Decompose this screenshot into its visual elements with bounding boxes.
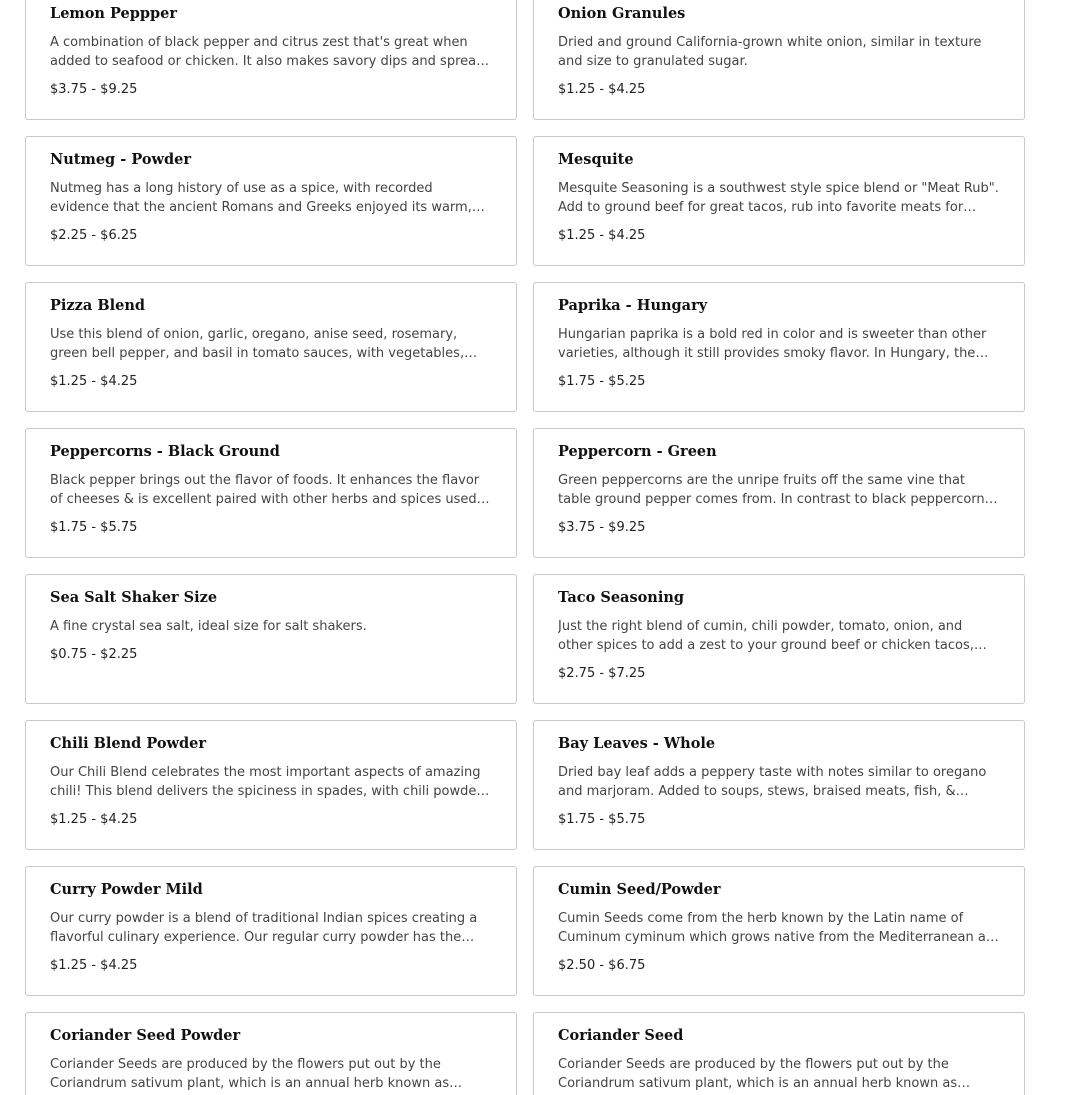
- product-title[interactable]: Chili Blend Powder: [50, 735, 207, 752]
- product-card-lemon-peppper[interactable]: [25, 0, 517, 120]
- product-card-curry-powder-mild[interactable]: [25, 866, 517, 996]
- product-card-chili-blend-powder[interactable]: [25, 720, 517, 850]
- product-price: $3.75 - $9.25: [558, 520, 646, 535]
- product-card-taco-seasoning[interactable]: [533, 574, 1025, 704]
- product-price: $1.25 - $4.25: [50, 374, 138, 389]
- product-title[interactable]: Taco Seasoning: [558, 589, 685, 606]
- product-card-sea-salt-shaker-size[interactable]: [25, 574, 517, 704]
- product-description: A combination of black pepper and citrus zest that's great when added to seafood or chicken. It also makes savory dips and spreads: [50, 35, 492, 69]
- product-card-bay-leaves-whole[interactable]: [533, 720, 1025, 850]
- product-price: $2.25 - $6.25: [50, 228, 138, 243]
- product-title[interactable]: Pizza Blend: [50, 297, 145, 314]
- product-title[interactable]: Onion Granules: [558, 5, 686, 22]
- product-description: Coriander Seeds are produced by the flowers put out by the Coriandrum sativum plant, which is an annual herb known as: [50, 1057, 450, 1091]
- product-price: $1.75 - $5.25: [558, 374, 646, 389]
- product-price: $1.25 - $4.25: [558, 82, 646, 97]
- product-card-coriander-seed-powder[interactable]: [25, 1012, 517, 1095]
- product-card-coriander-seed[interactable]: [533, 1012, 1025, 1095]
- product-price: $1.75 - $5.75: [558, 812, 646, 827]
- product-description: Mesquite Seasoning is a southwest style spice blend or "Meat Rub". Add to ground beef for great tacos, rub into favorite meats for: [558, 181, 999, 215]
- product-description: Just the right blend of cumin, chili powder, tomato, onion, and other spices to add a zest to your ground beef or chicken tacos,: [558, 619, 974, 653]
- product-title[interactable]: Curry Powder Mild: [50, 881, 203, 898]
- product-title[interactable]: Sea Salt Shaker Size: [50, 589, 218, 606]
- product-card-onion-granules[interactable]: [533, 0, 1025, 120]
- product-description: Use this blend of onion, garlic, oregano, anise seed, rosemary, green bell pepper, and basil in tomato sauces, with vegetables,: [50, 327, 465, 361]
- product-description: Dried and ground California-grown white onion, similar in texture and size to granulated sugar.: [558, 35, 982, 69]
- product-title[interactable]: Bay Leaves - Whole: [558, 735, 716, 752]
- product-description: Our curry powder is a blend of traditional Indian spices creating a flavorful culinary experience. Our regular curry powder has the: [50, 911, 478, 945]
- product-title[interactable]: Peppercorns - Black Ground: [50, 443, 280, 460]
- product-description: Nutmeg has a long history of use as a spice, with recorded evidence that the ancient Romans and Greeks enjoyed its warm,: [50, 181, 472, 215]
- product-price: $2.75 - $7.25: [558, 666, 646, 681]
- product-card-peppercorns-black-ground[interactable]: [25, 428, 517, 558]
- product-description: Cumin Seeds come from the herb known by the Latin name of Cuminum cyminum which grows native from the Mediterranean all: [558, 911, 994, 945]
- product-card-cumin-seed-powder[interactable]: [533, 866, 1025, 996]
- product-description: Green peppercorns are the unripe fruits off the same vine that table ground pepper comes from. In contrast to black peppercorns,: [558, 473, 996, 507]
- product-description: Dried bay leaf adds a peppery taste with notes similar to oregano and marjoram. Added to soups, stews, braised meats, fish, &: [558, 765, 987, 799]
- product-price: $2.50 - $6.75: [558, 958, 646, 973]
- product-title[interactable]: Cumin Seed/Powder: [558, 881, 721, 898]
- product-price: $1.25 - $4.25: [50, 812, 138, 827]
- product-price: $1.25 - $4.25: [50, 958, 138, 973]
- product-card-peppercorn-green[interactable]: [533, 428, 1025, 558]
- product-title[interactable]: Paprika - Hungary: [558, 297, 708, 314]
- product-description: Hungarian paprika is a bold red in color and is sweeter than other varieties, although it still provides smoky flavor. In Hungary, the: [558, 327, 987, 361]
- product-card-nutmeg-powder[interactable]: [25, 136, 517, 266]
- product-title[interactable]: Mesquite: [558, 151, 634, 168]
- product-title[interactable]: Lemon Peppper: [50, 5, 178, 22]
- product-title[interactable]: Nutmeg - Powder: [50, 151, 191, 168]
- product-description: Black pepper brings out the flavor of foods. It enhances the flavor of cheeses & is excellent paired with other herbs and spices used: [50, 473, 480, 507]
- product-title[interactable]: Coriander Seed Powder: [50, 1027, 241, 1044]
- product-price: $1.75 - $5.75: [50, 520, 138, 535]
- product-price: $3.75 - $9.25: [50, 82, 138, 97]
- product-card-pizza-blend[interactable]: [25, 282, 517, 412]
- product-description: Coriander Seeds are produced by the flowers put out by the Coriandrum sativum plant, which is an annual herb known as: [558, 1057, 958, 1091]
- product-description: A fine crystal sea salt, ideal size for salt shakers.: [50, 619, 367, 634]
- product-card-mesquite[interactable]: [533, 136, 1025, 266]
- product-grid: [25, 0, 1025, 1095]
- product-title[interactable]: Peppercorn - Green: [558, 443, 717, 460]
- product-title[interactable]: Coriander Seed: [558, 1027, 684, 1044]
- product-description: Our Chili Blend celebrates the most important aspects of amazing chili! This blend delivers the spiciness in spades, with chili powder,: [50, 765, 486, 799]
- product-price: $1.25 - $4.25: [558, 228, 646, 243]
- product-card-paprika-hungary[interactable]: [533, 282, 1025, 412]
- product-price: $0.75 - $2.25: [50, 647, 138, 662]
